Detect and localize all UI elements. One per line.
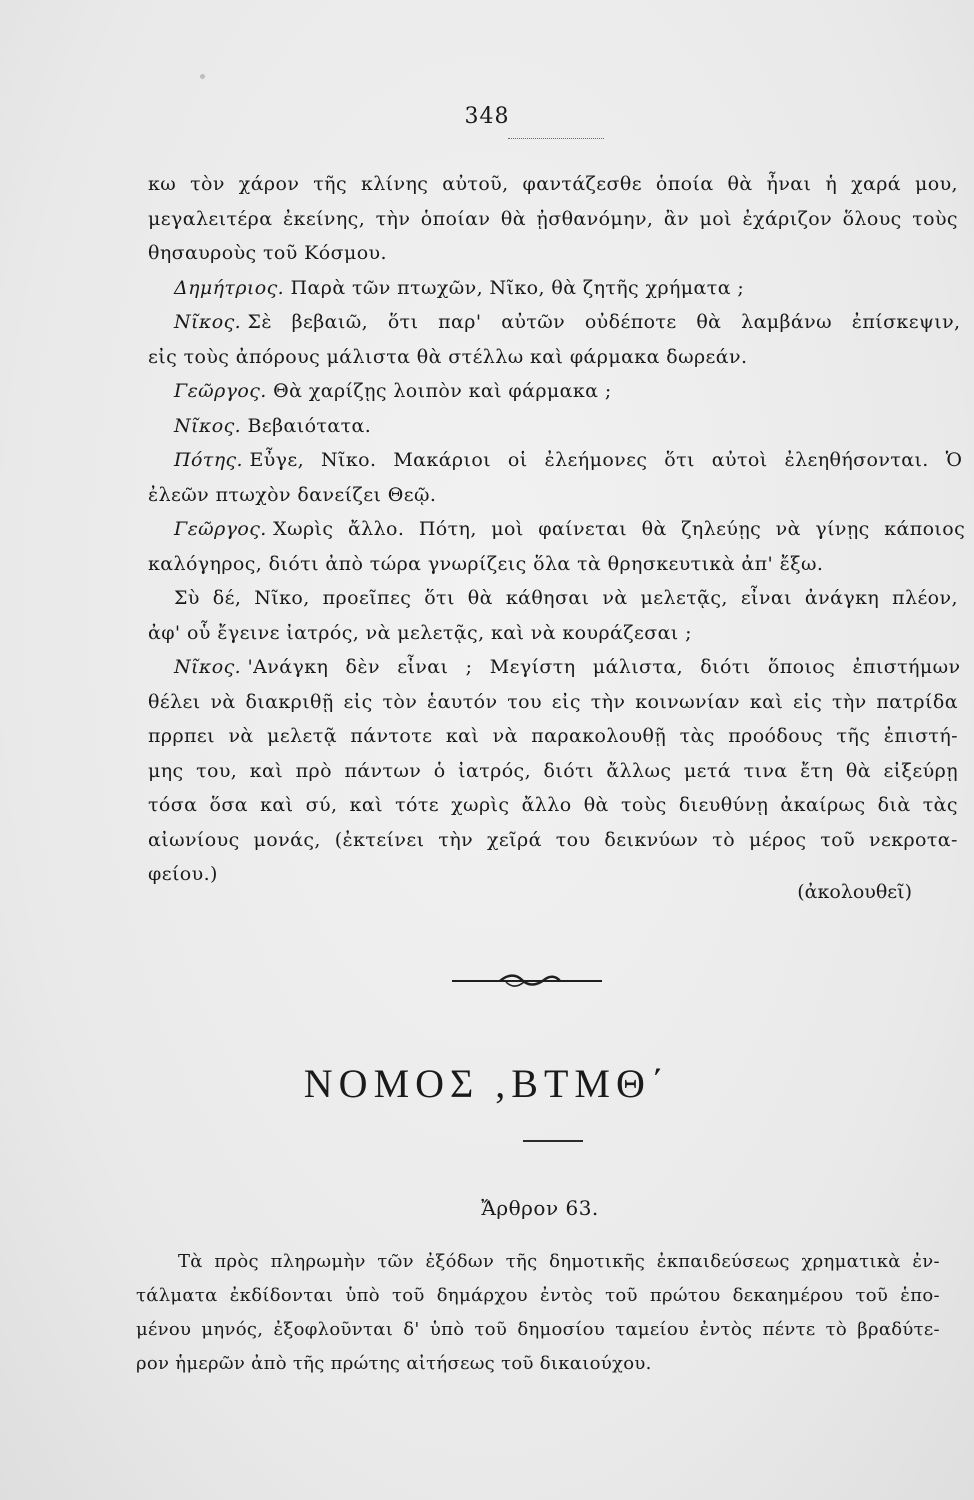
word: ἐκδίδονται [229,1285,334,1306]
word: αὐτοὶ [711,449,768,471]
word: διευθύνῃ [678,794,769,816]
word: ἄλλως [606,759,672,782]
continued-label: (ἀκολουθεῖ) [797,881,912,903]
word: τὰς [679,725,715,747]
word: ἦναι [766,173,812,195]
word: πρὸς [214,1251,259,1272]
word: ἂν [663,207,690,230]
word: Σὺ [174,587,200,609]
speaker-name: Γεῶργος. [174,518,267,540]
word: τῶν [377,1251,414,1272]
word: εἶναι [397,656,449,678]
word: αὐτοῦ, [442,173,509,195]
word: τοῦ [855,1285,889,1306]
law-text-line [178,1250,940,1274]
word: ἑπο- [900,1285,940,1306]
word: θὰ [845,759,871,782]
article-heading: Ἄρθρον 63. [481,1196,599,1220]
word: εἰς [343,690,373,713]
speaker-name: Πότης. [174,449,243,471]
word: τὸ [825,1319,848,1340]
word: τῆς [836,725,871,747]
word: τὴν [438,828,474,851]
word: ζηλεύῃς [681,518,762,540]
word: μεγαλειτέρα [148,207,273,230]
word: διότι [543,759,594,782]
word: μοὶ [491,518,524,540]
word: φαίνεται [538,518,628,540]
law-title: ΝΟΜΟΣ ,ΒΤΜΘ΄ [303,1061,671,1106]
word: θὰ [696,311,722,333]
line-text: Βεβαιότατα. [247,414,372,437]
word: εἰς [792,690,823,713]
word: ἐπίσκεψιν, [851,311,961,333]
word: τάλματα [136,1285,218,1306]
word: τοὺς [912,207,958,230]
line-text: ρον ἡμερῶν ἀπὸ τῆς πρώτης αἰτήσεως τοῦ δικαιούχου. [136,1353,652,1374]
word: εἰξεύρῃ [883,759,958,782]
word: Πότη, [418,518,477,540]
word: σύ, [305,794,338,816]
word: θέλει [148,690,201,713]
word: καὶ [249,759,284,782]
word: θὰ [727,173,753,195]
word: (ἐκτείνει [334,828,425,851]
line-text: καλόγηρος, διότι ἀπὸ τώρα γνωρίζεις ὅλα τὰ θρησκευτικὰ ἀπ' ἔξω. [148,552,824,575]
word: ὑπὸ [345,1285,380,1306]
word: θὰ [500,207,526,230]
word: παρ' [438,311,482,333]
word: χρηματικὰ [801,1251,901,1272]
word: ἐκπαιδεύσεως [656,1251,790,1272]
speaker-name: Νῖκος. [174,656,242,678]
word: ὑπὸ [429,1319,465,1340]
word: τὰς [922,794,958,816]
word: χεῖρά [487,828,542,851]
word: τῆς [313,173,347,195]
word: καὶ [749,690,784,713]
word: τὴν [831,690,867,713]
word: λαμβάνω [741,311,833,333]
word: ἐν- [912,1251,940,1272]
speaker-name: Νῖκος. [174,414,242,437]
word: θὰ [641,518,667,540]
word: Νῖκο. [321,449,377,471]
word: ὅλους [842,207,902,230]
word: θὰ [583,794,609,816]
line-text: εἰς τοὺς ἀπόρους μάλιστα θὰ στέλλω καὶ φάρμακα δωρεάν. [148,345,748,368]
speaker-name: Γεῶργος. [174,380,267,402]
word: μένου [136,1319,192,1340]
word: βεβαιῶ, [291,311,369,333]
page-number: 348 [464,104,510,129]
word: δεκαημέρου [732,1285,844,1306]
word: τοῦ [474,1319,508,1340]
word: εἰς [551,690,581,713]
word: ᾐσθανόμην, [536,207,654,230]
word: του, [196,759,238,782]
word: 'Ανάγκη [247,656,329,678]
word: ἐπιστή- [883,725,958,747]
word: ὅσα [209,794,248,816]
line-text: ἀφ' οὗ ἔγεινε ἰατρός, νὰ μελετᾷς, καὶ νὰ κουράζεσαι ; [148,621,692,644]
word: ἐντὸς [699,1319,753,1340]
word: τοὺς [620,794,667,816]
word: ὁ [433,759,446,782]
word: νεκροτα- [869,828,958,851]
word: κω [148,173,177,195]
word: δημοσίου [517,1319,606,1340]
word: μοὶ [699,207,732,230]
word: Μακάριοι [393,449,492,471]
word: νὰ [492,725,518,747]
word: προεῖπες [322,587,412,609]
word: ἡ [825,173,838,195]
word: φαντάζεσθε [522,173,642,195]
word: χαρά [851,173,902,195]
word: εἶναι [740,587,792,609]
word: πρώτου [649,1285,721,1306]
word: ὅτι [424,587,455,609]
word: πάντοτε [350,725,433,747]
word: ἄλλο [521,794,572,816]
word: τινα [743,759,788,782]
word: δημοτικῆς [549,1251,646,1272]
word: Σὲ [247,311,272,333]
word: πρὸ [295,759,332,782]
law-text-line [136,1352,652,1376]
word: πληρωμὴν [270,1251,366,1272]
word: τοῦ [392,1285,425,1306]
word: νὰ [602,587,628,609]
word: αὐτῶν [501,311,566,333]
word: χάρον [238,173,300,195]
word: μονάς, [253,828,321,851]
word: πλέον, [892,587,958,609]
speaker-name: Δημήτριος. [174,276,285,299]
word: Μεγίστη [489,656,576,678]
word: νὰ [775,518,801,540]
word: τὴν [375,207,411,230]
word: τὴν [590,690,626,713]
word: τῆς [505,1251,538,1272]
word: τόσα [148,794,198,816]
word: Ὁ [945,449,963,471]
word: κάθησαι [505,587,590,609]
word: Εὖγε, [249,449,305,471]
word: ἑαυτόν [426,690,498,713]
word: πρρπει [148,725,216,747]
word: μετά [683,759,732,782]
word: διότι [700,656,751,678]
word: νὰ [210,690,236,713]
line-text: θησαυροὺς τοῦ Κόσμου. [148,242,387,264]
word: ἐκείνης, [282,207,366,230]
word: τότε [395,794,439,816]
word: Χωρὶς [273,518,334,540]
word: θὰ [467,587,493,609]
word: δὲν [345,656,380,678]
word: μελετᾷ [267,725,337,747]
word: προόδους [728,725,824,747]
word: ἀνάγκη [804,587,880,609]
speaker-name: Νῖκος. [174,311,242,333]
word: του [555,828,591,851]
word: τὸ [712,828,736,851]
word: καὶ [349,794,383,816]
word: καὶ [260,794,294,816]
law-text-line [136,1284,940,1308]
word: ἐχάριζον [742,207,833,230]
word: ἐξοφλοῦνται [273,1319,394,1340]
word: δεικνύων [604,828,699,851]
line-text: Θὰ χαρίζῃς λοιπὸν καὶ φάρμακα ; [273,380,612,402]
word: βραδύτε- [857,1319,940,1340]
word: μέρος [748,828,807,851]
word: ὅτι [387,311,419,333]
word: τοῦ [605,1285,638,1306]
word: ἐξόδων [425,1251,495,1272]
word: τὸν [382,690,418,713]
word: ἐντὸς [540,1285,594,1306]
word: κοινωνίαν [635,690,740,713]
word: διακριθῇ [245,690,334,713]
word: Νῖκο, [254,587,310,609]
word: κάποιος [884,518,966,540]
line-text: Παρὰ τῶν πτωχῶν, Νῖκο, θὰ ζητῆς χρήματα ; [290,276,745,299]
word: αἰωνίους [148,828,240,851]
word: ἀκαίρως [780,794,866,816]
word: μου, [914,173,958,195]
word: δημάρχου [436,1285,528,1306]
word: ὁποία [655,173,714,195]
word: παρακολουθῇ [531,725,667,747]
word: ταμείου [615,1319,690,1340]
word: πέντε [762,1319,816,1340]
word: διὰ [877,794,911,816]
word: ὅτι [664,449,695,471]
word: κλίνης [360,173,429,195]
word: ἔτη [800,759,834,782]
law-text-line [136,1318,940,1342]
word: τοῦ [820,828,856,851]
word: τὸν [190,173,225,195]
line-text: ἐλεῶν πτωχὸν δανείζει Θεῷ. [148,483,437,506]
word: ἐπιστήμων [852,656,961,678]
word: ; [465,656,473,678]
word: μης [148,759,184,782]
word: χωρὶς [451,794,510,816]
word: δ' [403,1319,420,1340]
word: ὁποίαν [420,207,491,230]
word: ἰατρός, [458,759,532,782]
word: μηνός, [201,1319,264,1340]
word: μελετᾷς, [640,587,728,609]
word: δέ, [212,587,242,609]
word: Τὰ [178,1251,203,1272]
word: γίνῃς [815,518,870,540]
word: νὰ [228,725,254,747]
word: οὐδέποτε [584,311,677,333]
word: πάντων [344,759,422,782]
word: ἐλεήμονες [544,449,648,471]
word: ὅποιος [767,656,836,678]
word: καὶ [445,725,480,747]
word: ἐλεηθήσονται. [784,449,929,471]
line-text: φείου.) [148,863,218,885]
word: οἱ [507,449,528,471]
word: του [507,690,542,713]
word: πατρίδα [876,690,958,713]
word: μάλιστα, [592,656,684,678]
word: ἄλλο. [347,518,405,540]
